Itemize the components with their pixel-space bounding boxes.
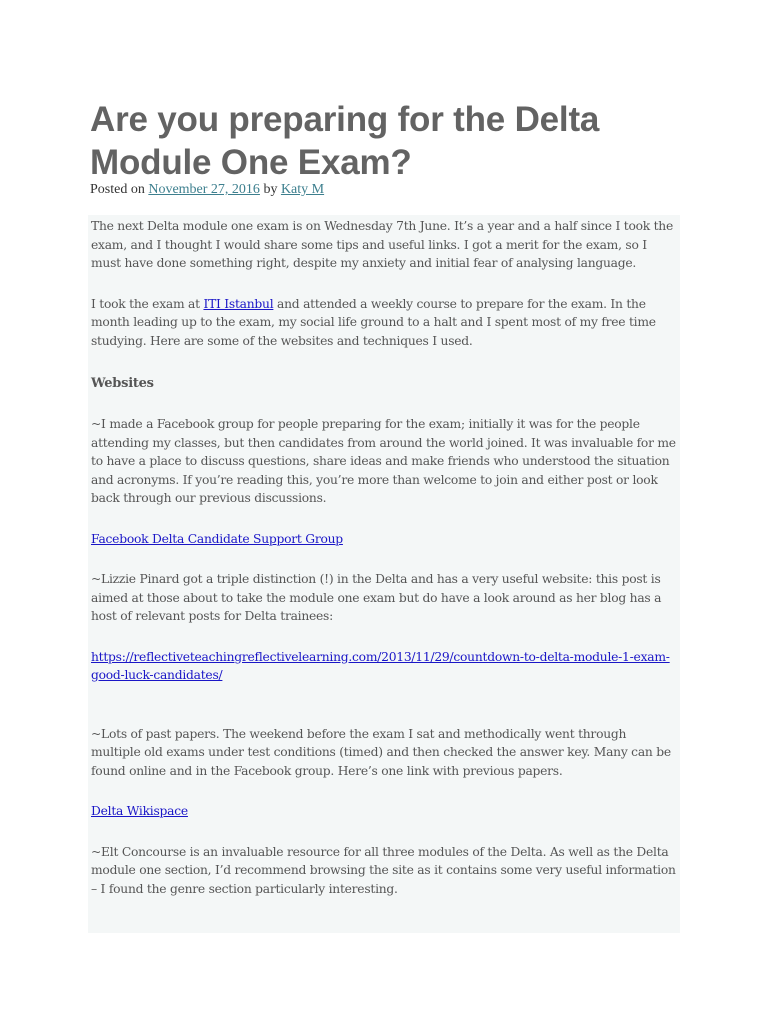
post-title: Are you preparing for the Delta Module One Exam? (90, 100, 600, 182)
iti-paragraph (91, 295, 678, 351)
post-meta (90, 181, 324, 199)
lizzie-link-paragraph (91, 648, 678, 685)
wiki-link-paragraph (91, 802, 678, 821)
facebook-group-link[interactable]: Facebook Delta Candidate Support Group (91, 531, 343, 546)
post-content (88, 215, 680, 933)
post-body (91, 215, 678, 920)
iti-text-before: I took the exam at (91, 296, 204, 311)
iti-istanbul-link[interactable]: ITI Istanbul (203, 296, 274, 311)
posted-on-label: Posted on (90, 182, 145, 197)
iti-text-after: and attended a weekly course to prepare for the exam. In the month leading up to the exam, my social life ground to a halt and I spent most of my free time studying. Here are some of the websites and techniques I used. (91, 296, 656, 348)
by-label: by (263, 182, 278, 197)
intro-paragraph: The next Delta module one exam is on Wednesday 7th June. It’s a year and a half since I took the exam, and I thought I would share some tips and useful links. I got a merit for the exam, so I must have done something right, despite my anxiety and initial fear of analysing language. (91, 219, 674, 270)
author-link[interactable]: Katy M (280, 182, 325, 197)
delta-wikispace-link[interactable]: Delta Wikispace (91, 804, 188, 818)
reflective-teaching-link[interactable]: https://reflectiveteachingreflectivelearning.com/2013/11/29/countdown-to-delta-module-1-exam-good-luck-candidates/ (91, 649, 670, 682)
websites-heading: Websites (91, 376, 154, 391)
elt-concourse-paragraph: ~Elt Concourse is an invaluable resource for all three modules of the Delta. As well as the Delta module one section, I’d recommend browsing the site as it contains some very useful information – I found the genre section particularly interesting. (91, 844, 676, 896)
facebook-link-paragraph (91, 530, 678, 549)
lizzie-paragraph: ~Lizzie Pinard got a triple distinction (!) in the Delta and has a very useful website: this post is aimed at those about to take the module one exam but do have a look around as her blog has a host of relevant posts for Delta trainees: (91, 572, 662, 623)
post-date-link[interactable]: November 27, 2016 (148, 182, 260, 197)
facebook-group-paragraph: ~I made a Facebook group for people preparing for the exam; initially it was for the people attending my classes, but then candidates from around the world joined. It was invaluable for me to have a place to discuss questions, share ideas and make friends who understood the situation and acronyms. If you’re reading this, you’re more than welcome to join and either post or look back through our previous discussions. (91, 417, 676, 505)
past-papers-paragraph: ~Lots of past papers. The weekend before the exam I sat and methodically went through multiple old exams under test conditions (timed) and then checked the answer key. Many can be found online and in the Facebook group. Here’s one link with previous papers. (91, 726, 671, 778)
